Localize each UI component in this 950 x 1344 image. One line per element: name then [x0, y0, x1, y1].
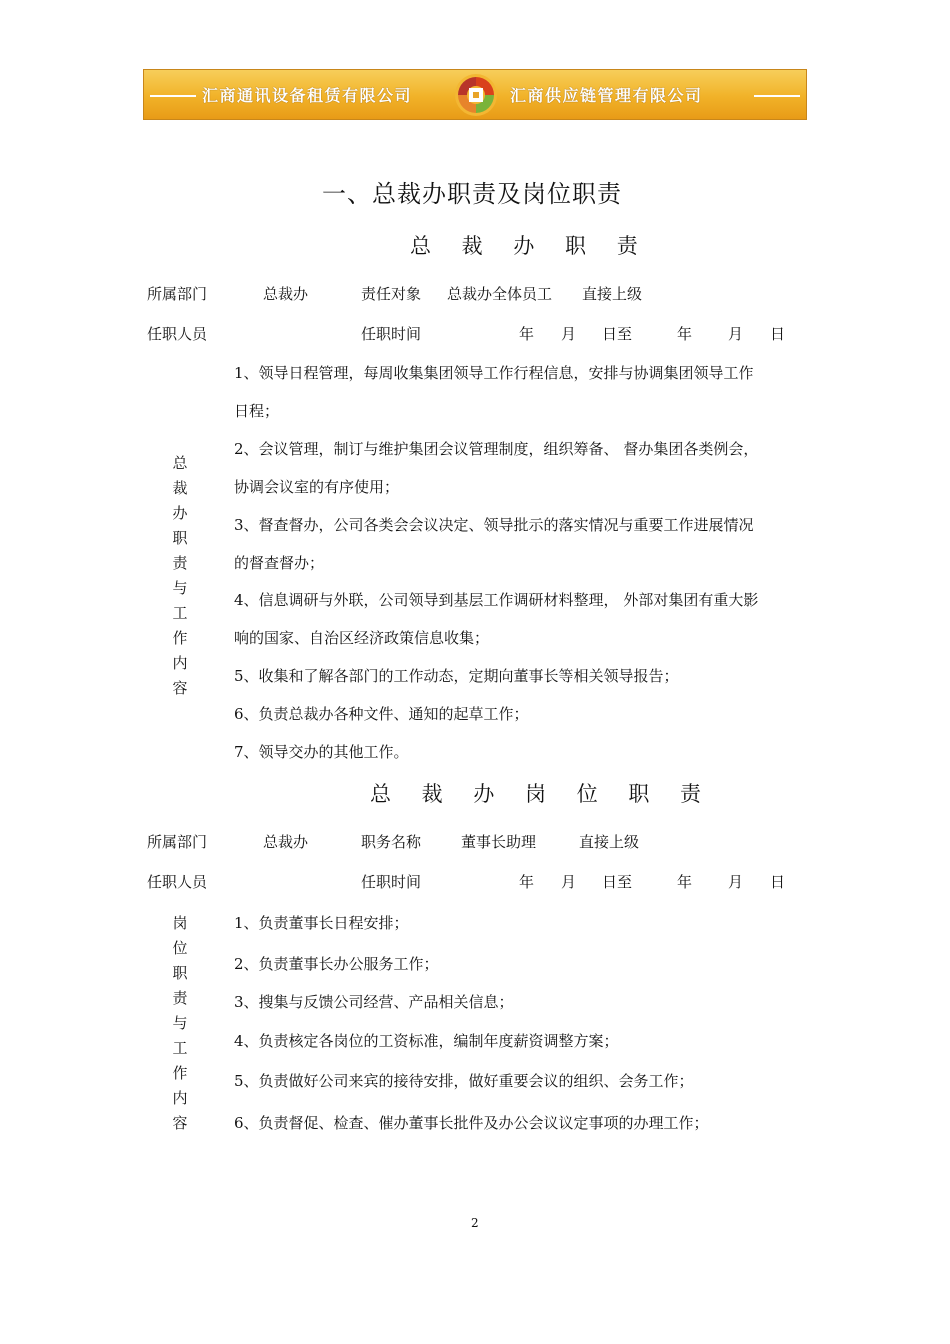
s1-side-char: 总	[172, 454, 188, 472]
right-company-name: 汇商供应链管理有限公司	[510, 86, 703, 105]
s1-side-char: 职	[172, 529, 188, 547]
s2-position-label: 职务名称	[361, 833, 422, 851]
s1-staff-label: 任职人员	[147, 325, 208, 343]
s1-duty-line: 3、督查督办，公司各类会会议决定、领导批示的落实情况与重要工作进展情况	[234, 516, 754, 534]
s1-duty-line: 日程；	[234, 402, 280, 420]
s2-side-char: 容	[172, 1114, 188, 1132]
s1-target-label: 责任对象	[361, 285, 422, 303]
s1-dept-label: 所属部门	[147, 285, 208, 303]
s1-duty-line: 4、信息调研与外联，公司领导到基层工作调研材料整理， 外部对集团有重大影	[234, 591, 759, 609]
s1-duty-line: 6、负责总裁办各种文件、通知的起草工作；	[234, 705, 529, 723]
header-banner	[143, 69, 807, 120]
s1-side-char: 容	[172, 679, 188, 697]
s1-side-char: 责	[172, 554, 188, 572]
s2-month1: 月	[561, 873, 577, 891]
section1-title: 总 裁 办 职 责	[410, 234, 650, 258]
s1-duty-line: 5、收集和了解各部门的工作动态，定期向董事长等相关领导报告；	[234, 667, 679, 685]
s2-side-char: 作	[172, 1064, 188, 1082]
s2-year1: 年	[519, 873, 535, 891]
s1-day2: 日	[770, 325, 786, 343]
s1-year1: 年	[519, 325, 535, 343]
s1-duty-line: 响的国家、自治区经济政策信息收集；	[234, 629, 490, 647]
s2-dept-label: 所属部门	[147, 833, 208, 851]
s2-side-char: 内	[172, 1089, 188, 1107]
s1-target-value: 总裁办全体员工	[447, 285, 553, 303]
s2-side-char: 与	[172, 1014, 188, 1032]
s1-side-char: 工	[172, 604, 188, 622]
s1-duty-line: 的督查督办；	[234, 554, 325, 572]
hui-shang-logo-icon	[454, 73, 498, 117]
s2-year2: 年	[677, 873, 693, 891]
left-company-name: 汇商通讯设备租赁有限公司	[202, 86, 413, 105]
s2-staff-label: 任职人员	[147, 873, 208, 891]
s1-side-char: 与	[172, 579, 188, 597]
main-title: 一、总裁办职责及岗位职责	[322, 180, 622, 208]
s2-duty-line: 5、负责做好公司来宾的接待安排，做好重要会议的组织、会务工作；	[234, 1072, 694, 1090]
s2-side-char: 职	[172, 964, 188, 982]
s2-side-char: 责	[172, 989, 188, 1007]
s2-dept-value: 总裁办	[263, 833, 309, 851]
s1-side-char: 办	[172, 504, 188, 522]
s2-month2: 月	[728, 873, 744, 891]
s2-position-value: 董事长助理	[461, 833, 537, 851]
s2-time-label: 任职时间	[361, 873, 422, 891]
s1-duty-line: 2、会议管理，制订与维护集团会议管理制度，组织筹备、 督办集团各类例会，	[234, 440, 759, 458]
s1-year2: 年	[677, 325, 693, 343]
s2-day2: 日	[770, 873, 786, 891]
s2-duty-line: 1、负责董事长日程安排；	[234, 914, 409, 932]
s1-month1: 月	[561, 325, 577, 343]
s1-day-to: 日至	[602, 325, 633, 343]
s2-duty-line: 2、负责董事长办公服务工作；	[234, 955, 439, 973]
s1-month2: 月	[728, 325, 744, 343]
section2-title: 总 裁 办 岗 位 职 责	[370, 782, 714, 806]
s2-duty-line: 6、负责督促、检查、催办董事长批件及办公会议议定事项的办理工作；	[234, 1114, 709, 1132]
s1-duty-line: 协调会议室的有序使用；	[234, 478, 400, 496]
s1-side-char: 作	[172, 629, 188, 647]
page-number: 2	[471, 1216, 479, 1230]
s1-duty-line: 1、领导日程管理，每周收集集团领导工作行程信息，安排与协调集团领导工作	[234, 364, 754, 382]
s2-duty-line: 4、负责核定各岗位的工资标准，编制年度薪资调整方案；	[234, 1032, 619, 1050]
s1-side-char: 裁	[172, 479, 188, 497]
s1-duty-line: 7、领导交办的其他工作。	[234, 743, 409, 761]
s2-superior-label: 直接上级	[579, 833, 640, 851]
s1-dept-value: 总裁办	[263, 285, 309, 303]
s2-side-char: 岗	[172, 914, 188, 932]
s2-day-to: 日至	[602, 873, 633, 891]
banner-divider-left	[150, 95, 196, 97]
s1-superior-label: 直接上级	[582, 285, 643, 303]
s2-side-char: 工	[172, 1039, 188, 1057]
s1-side-char: 内	[172, 654, 188, 672]
s1-time-label: 任职时间	[361, 325, 422, 343]
banner-divider-right	[754, 95, 800, 97]
s2-duty-line: 3、搜集与反馈公司经营、产品相关信息；	[234, 993, 514, 1011]
s2-side-char: 位	[172, 939, 188, 957]
